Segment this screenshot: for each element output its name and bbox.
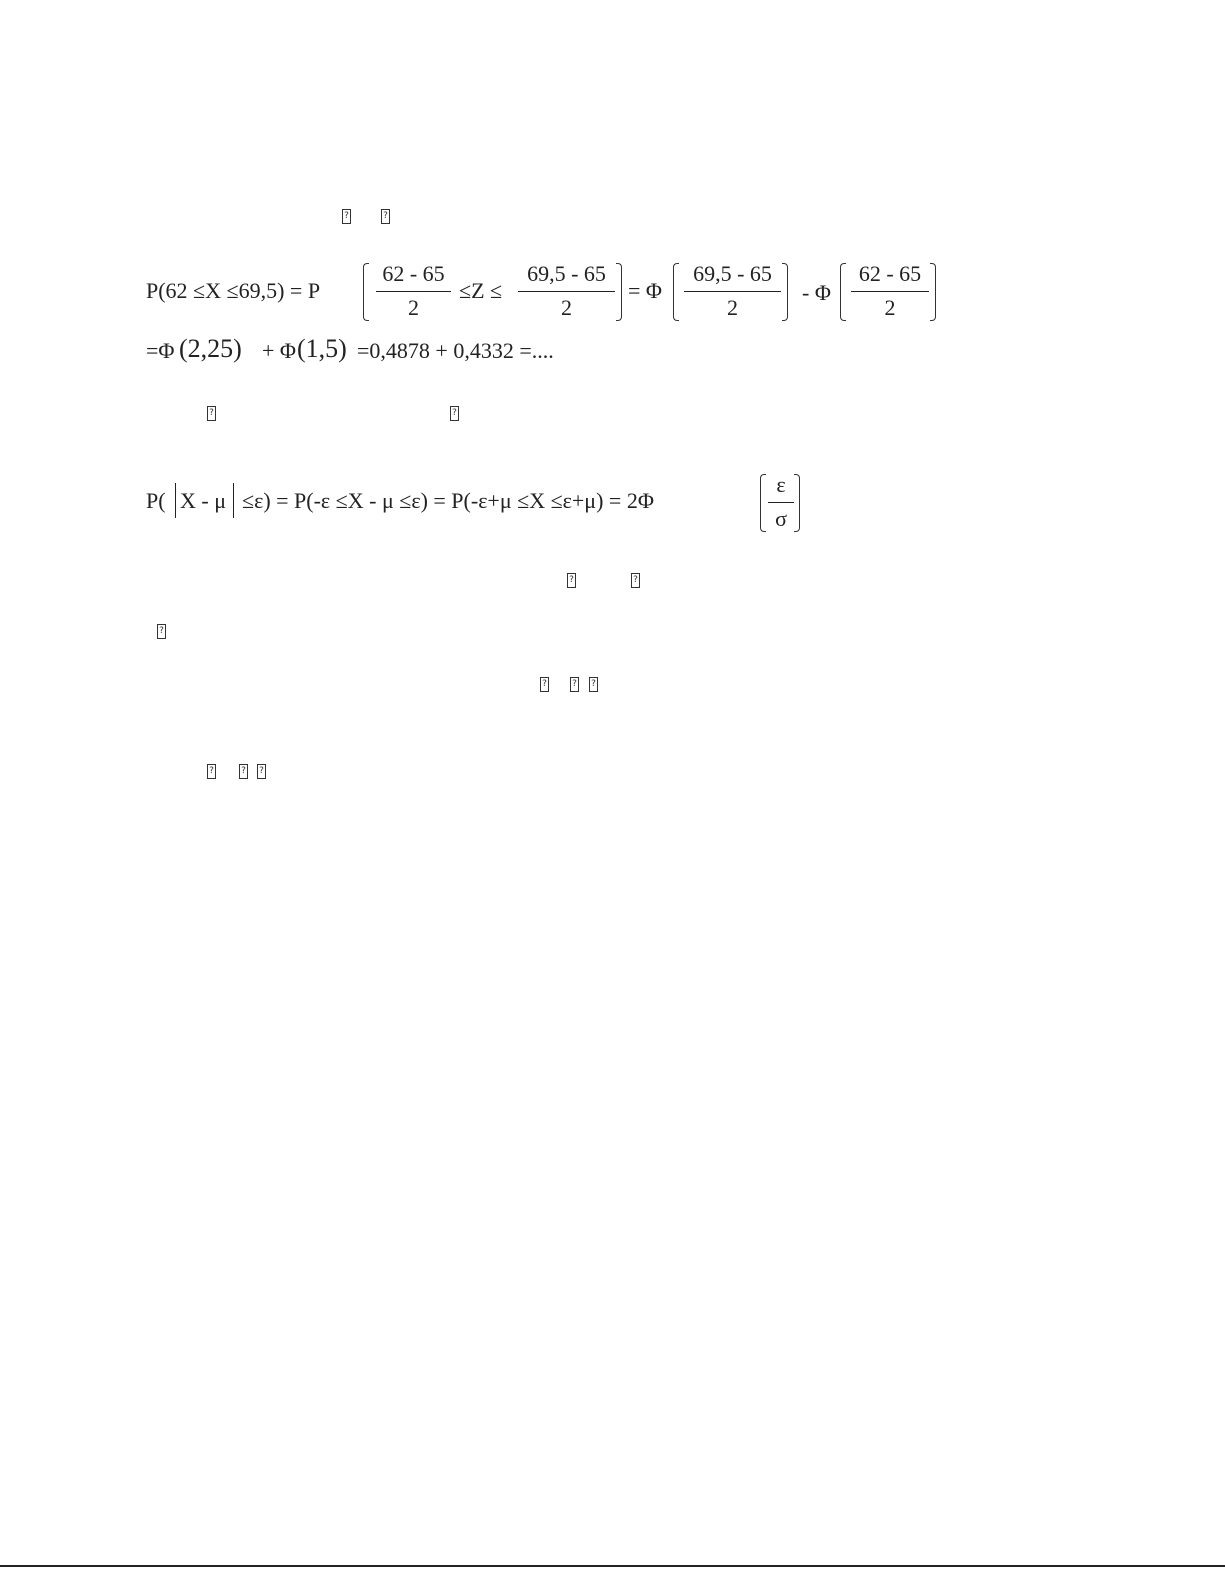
fraction-numerator: 69,5 - 65	[693, 261, 772, 286]
missing-glyph: ?	[450, 406, 459, 421]
fraction-bar	[684, 291, 781, 292]
fraction-bar	[376, 291, 451, 292]
fraction-denominator: 2	[561, 295, 572, 320]
fraction-denominator: 2	[408, 295, 419, 320]
eq1-mid: ≤Z ≤	[459, 278, 503, 303]
eq3-rest: ≤ε) = P(-ε ≤X - μ ≤ε) = P(-ε+μ ≤X ≤ε+μ) = 2Φ	[242, 488, 654, 513]
fraction-numerator: ε	[776, 472, 786, 497]
abs-bar-right	[233, 483, 234, 518]
eq2-tail: =0,4878 + 0,4332 =....	[357, 338, 554, 363]
eq3-abs-inner: X - μ	[180, 488, 227, 513]
fraction-numerator: 69,5 - 65	[527, 261, 606, 286]
fraction-numerator: 62 - 65	[858, 261, 922, 286]
paren-left	[363, 263, 369, 321]
missing-glyph: ?	[567, 573, 576, 588]
fraction-denominator: 2	[884, 295, 896, 320]
missing-glyph: ?	[207, 764, 216, 779]
paren-right	[782, 263, 788, 321]
fraction-denominator: σ	[775, 506, 787, 531]
eq3-lhs: P(	[146, 488, 166, 513]
eq1-fraction-b	[518, 263, 615, 323]
eq1-lhs: P(62 ≤X ≤69,5) = P	[146, 278, 321, 303]
abs-bar-left	[175, 483, 176, 518]
eq1-fraction-c	[684, 263, 781, 323]
missing-glyph: ?	[381, 209, 390, 224]
paren-right	[794, 474, 800, 532]
eq1-fraction-d	[851, 263, 929, 323]
missing-glyph: ?	[157, 624, 166, 639]
eq1-minus-phi: - Φ	[802, 280, 831, 305]
paren-right	[930, 263, 936, 321]
eq2-plus: + Φ	[262, 338, 296, 363]
paren-left	[840, 263, 846, 321]
fraction-bar	[768, 502, 794, 503]
eq2-arg1: (2,25)	[179, 334, 242, 363]
missing-glyph: ?	[257, 764, 266, 779]
missing-glyph: ?	[207, 406, 216, 421]
fraction-denominator: 2	[727, 295, 738, 320]
eq2-part1: =Φ	[146, 338, 175, 363]
eq1-fraction-a	[376, 263, 451, 323]
paren-right	[616, 263, 622, 321]
page-bottom-rule	[0, 1565, 1225, 1567]
paren-left	[673, 263, 679, 321]
paren-left	[760, 474, 766, 532]
missing-glyph: ?	[342, 209, 351, 224]
missing-glyph: ?	[570, 677, 579, 692]
fraction-bar	[518, 291, 615, 292]
missing-glyph: ?	[589, 677, 598, 692]
eq1-eq-phi: = Φ	[628, 278, 662, 303]
missing-glyph: ?	[540, 677, 549, 692]
eq2-arg2: (1,5)	[297, 334, 347, 363]
eq3-fraction	[768, 474, 794, 534]
fraction-numerator: 62 - 65	[382, 261, 445, 286]
missing-glyph: ?	[631, 573, 640, 588]
fraction-bar	[851, 291, 929, 292]
missing-glyph: ?	[239, 764, 248, 779]
